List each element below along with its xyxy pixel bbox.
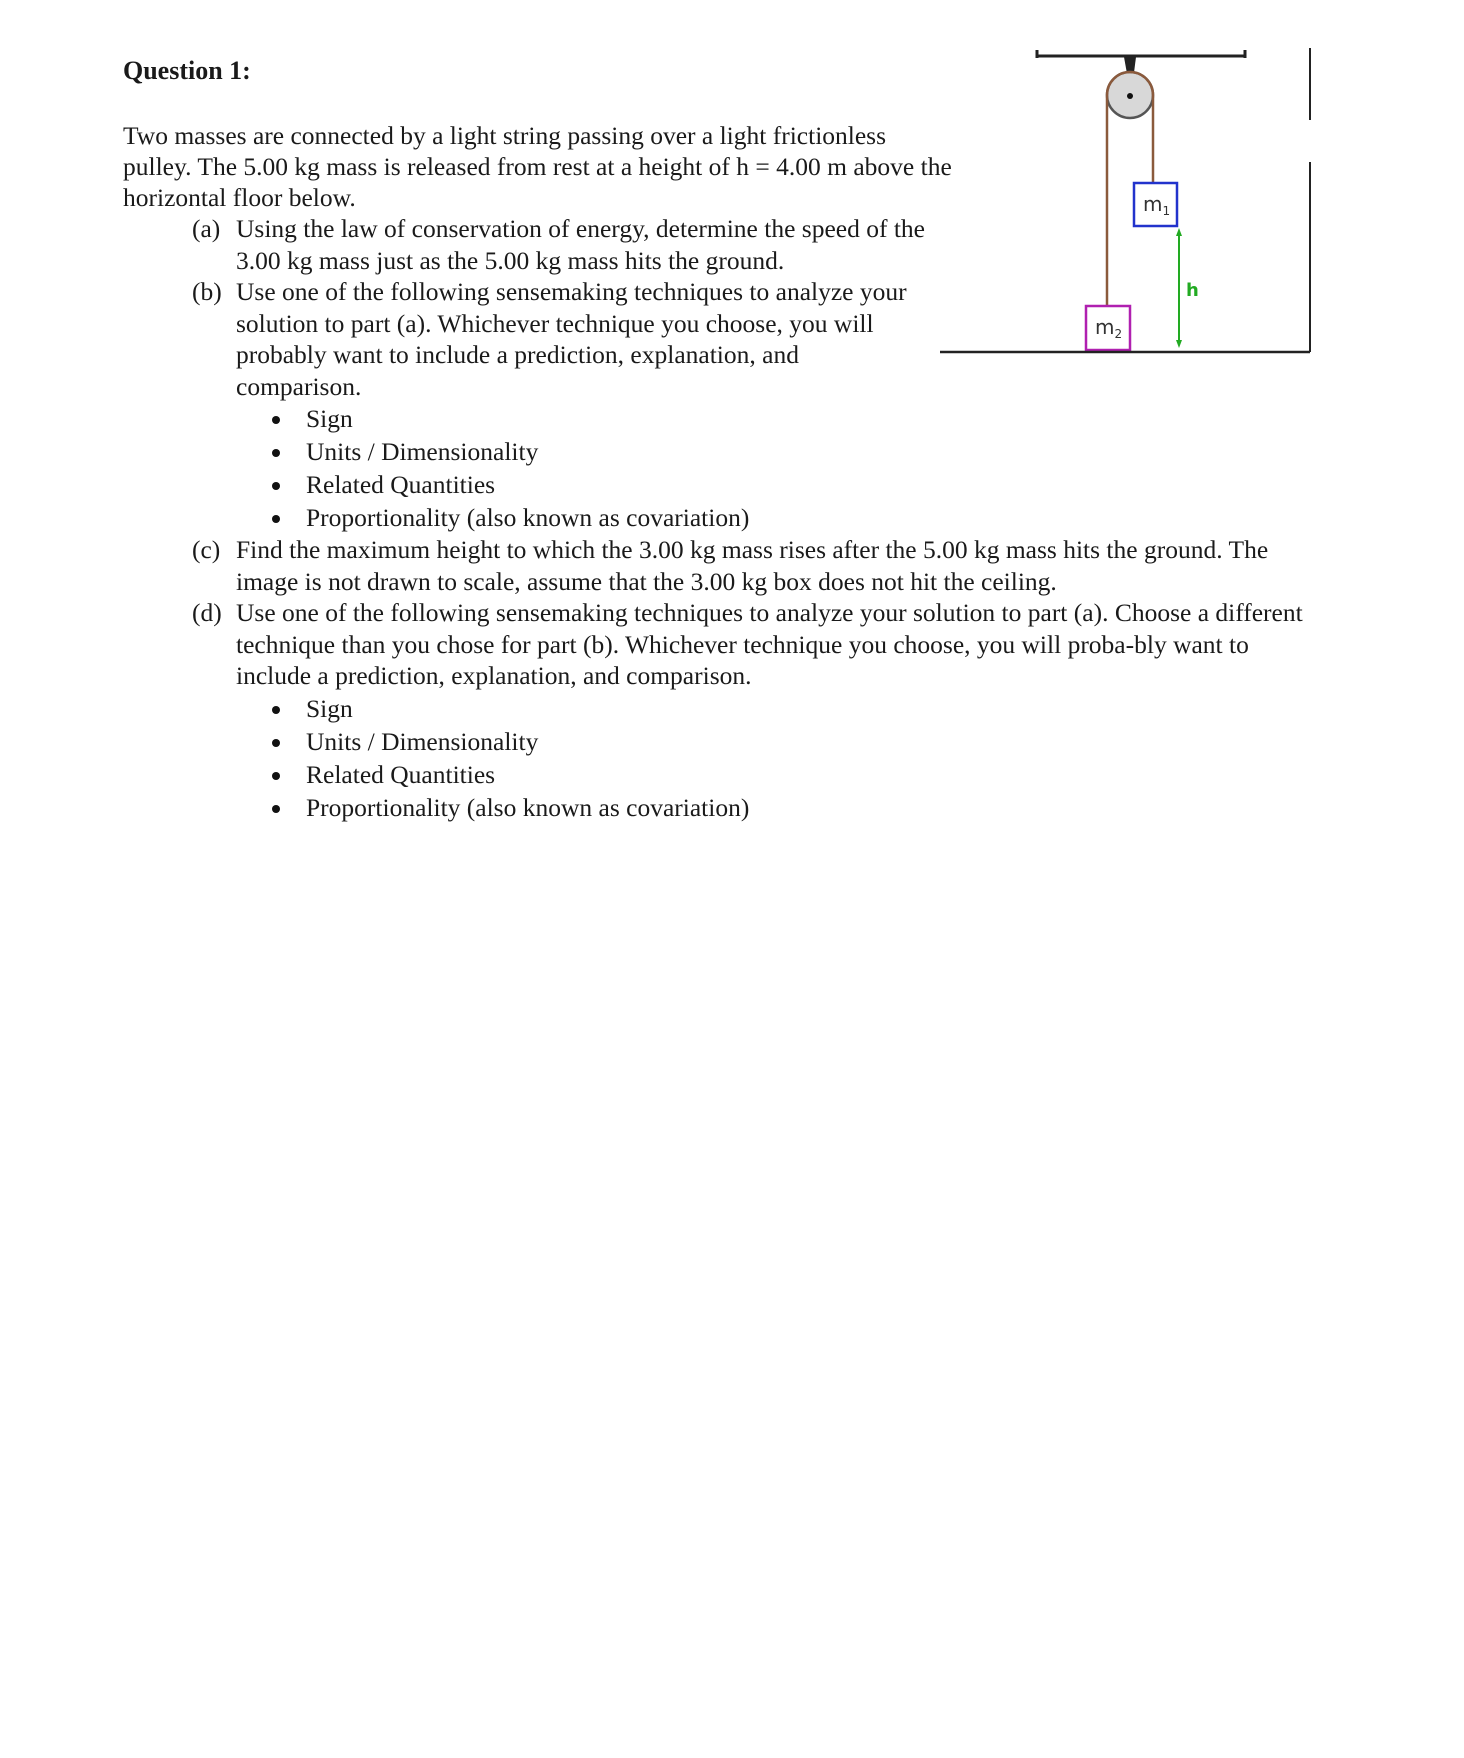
question-intro: Two masses are connected by a light string passing over a light frictionless pulley. The 5.00 kg mass is released from rest at a height of h = 4.00 m above the horizontal floor below. xyxy=(123,121,952,212)
list-item: Units / Dimensionality xyxy=(236,725,1464,758)
list-item: Units / Dimensionality xyxy=(236,435,1464,468)
list-item: Related Quantities xyxy=(236,468,1464,501)
pulley-diagram xyxy=(940,44,1320,364)
pulley-axle xyxy=(1127,93,1133,99)
part-c xyxy=(0,534,1464,597)
part-d xyxy=(0,597,1464,824)
part-label: (c) xyxy=(192,535,221,564)
part-label: (b) xyxy=(192,277,222,306)
part-text: Using the law of conservation of energy, determine the speed of the 3.00 kg mass just as the 5.00 kg mass hits the ground. xyxy=(236,214,925,275)
list-item: Proportionality (also known as covariation) xyxy=(236,501,1464,534)
list-item: Proportionality (also known as covariation) xyxy=(236,791,1464,824)
list-item: Sign xyxy=(236,402,1464,435)
part-label: (a) xyxy=(192,214,221,243)
arrow-head-down-icon xyxy=(1176,340,1182,348)
mass-1-label: $m_1$ xyxy=(1143,192,1171,218)
part-label: (d) xyxy=(192,598,222,627)
height-label: h xyxy=(1186,280,1199,301)
part-text: Find the maximum height to which the 3.00 kg mass rises after the 5.00 kg mass hits the ground. The image is not drawn to scale, assume that the 3.00 kg box does not hit the ceiling. xyxy=(236,535,1269,596)
part-text: Use one of the following sensemaking techniques to analyze your solution to part (a). Choose a different technique than you chose for part (b). Whichever technique you choose, you will proba-bly want to include a prediction, explanation, and comparison. xyxy=(236,598,1303,690)
arrow-head-up-icon xyxy=(1176,228,1182,236)
mass-2-label: $m_2$ xyxy=(1095,315,1123,341)
question-title: Question 1: xyxy=(123,56,251,85)
technique-list xyxy=(236,402,1464,534)
part-text: Use one of the following sensemaking techniques to analyze your solution to part (a). Whichever technique you choose, you will probably want to include a prediction, explanation, and comparison. xyxy=(236,277,907,401)
list-item: Sign xyxy=(236,692,1464,725)
technique-list xyxy=(236,692,1464,824)
list-item: Related Quantities xyxy=(236,758,1464,791)
